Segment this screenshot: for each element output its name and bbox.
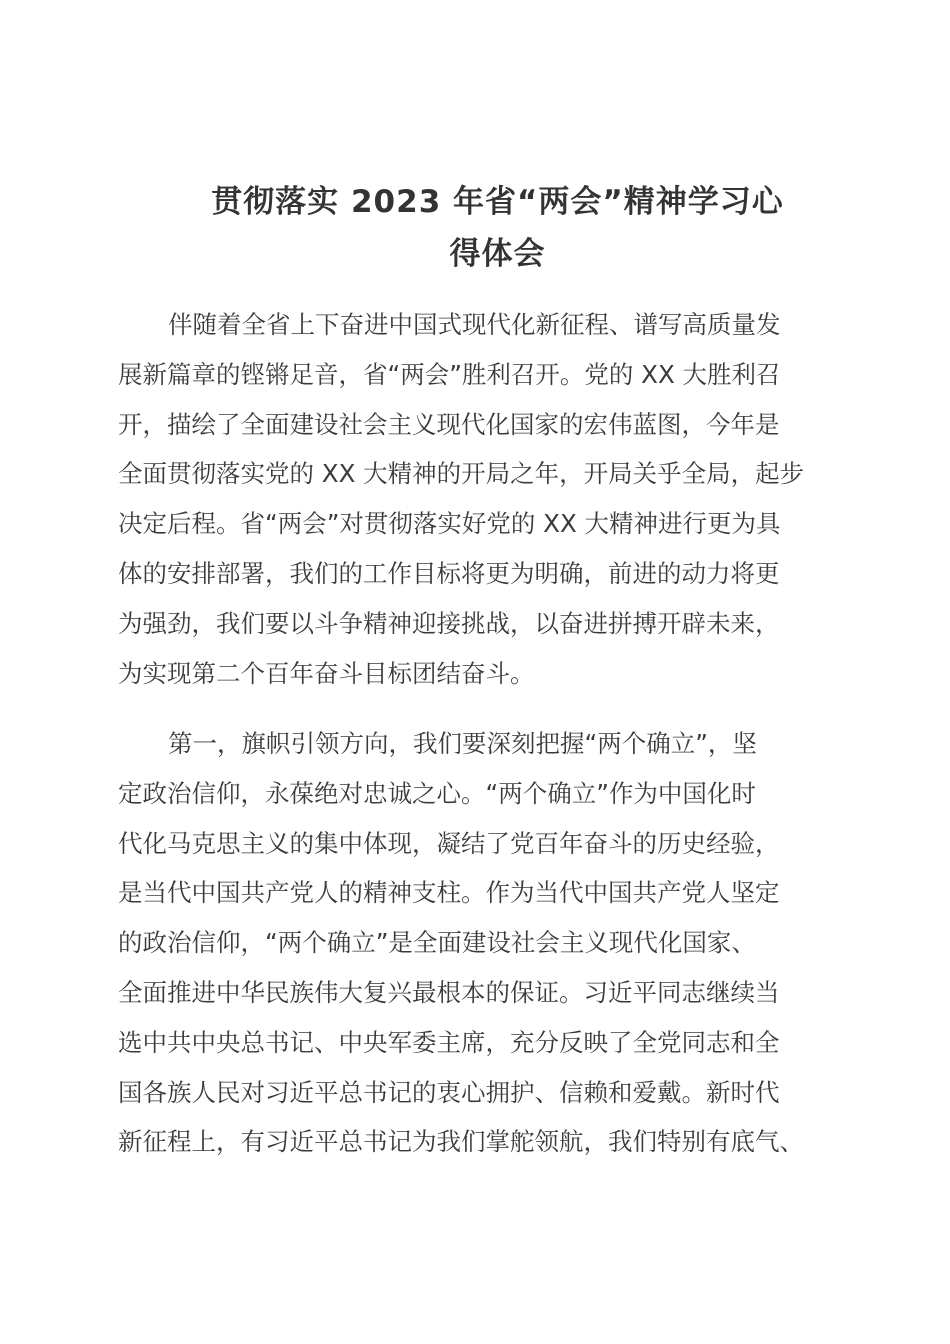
text-line: 国各族人民对习近平总书记的衷心拥护、信赖和爱戴。新时代 (118, 1077, 780, 1107)
text-line: 展新篇章的铿锵足音，省“两会”胜利召开。党的 XX 大胜利召 (118, 359, 781, 389)
text-line: 第一，旗帜引领方向，我们要深刻把握“两个确立”，坚 (168, 729, 757, 758)
text-line: 的政治信仰，“两个确立”是全面建设社会主义现代化国家、 (118, 928, 756, 958)
paragraph-first-point (118, 719, 834, 1167)
text-line: 全面推进中华民族伟大复兴最根本的保证。习近平同志继续当 (118, 977, 780, 1007)
text-line: 开，描绘了全面建设社会主义现代化国家的宏伟蓝图，今年是 (118, 409, 780, 439)
paragraph-intro (118, 300, 834, 698)
text-line: 全面贯彻落实党的 XX 大精神的开局之年，开局关乎全局，起步 (118, 459, 805, 489)
text-line: 是当代中国共产党人的精神支柱。作为当代中国共产党人坚定 (118, 878, 780, 908)
text-line: 选中共中央总书记、中央军委主席，充分反映了全党同志和全 (118, 1027, 780, 1057)
text-line: 为实现第二个百年奋斗目标团结奋斗。 (118, 658, 535, 688)
document-title (150, 176, 845, 280)
text-line: 伴随着全省上下奋进中国式现代化新征程、谱写高质量发 (168, 310, 781, 339)
text-line: 代化马克思主义的集中体现，凝结了党百年奋斗的历史经验， (118, 828, 780, 858)
text-line: 决定后程。省“两会”对贯彻落实好党的 XX 大精神进行更为具 (118, 509, 781, 539)
text-line: 体的安排部署，我们的工作目标将更为明确，前进的动力将更 (118, 558, 780, 588)
text-line: 为强劲，我们要以斗争精神迎接挑战，以奋进拼搏开辟未来， (118, 608, 780, 638)
title-line-1: 贯彻落实 2023 年省“两会”精神学习心 (211, 184, 784, 220)
text-line: 定政治信仰，永葆绝对忠诚之心。“两个确立”作为中国化时 (118, 778, 756, 808)
text-line: 新征程上，有习近平总书记为我们掌舵领航，我们特别有底气、 (118, 1127, 804, 1157)
title-line-2: 得体会 (449, 236, 546, 272)
